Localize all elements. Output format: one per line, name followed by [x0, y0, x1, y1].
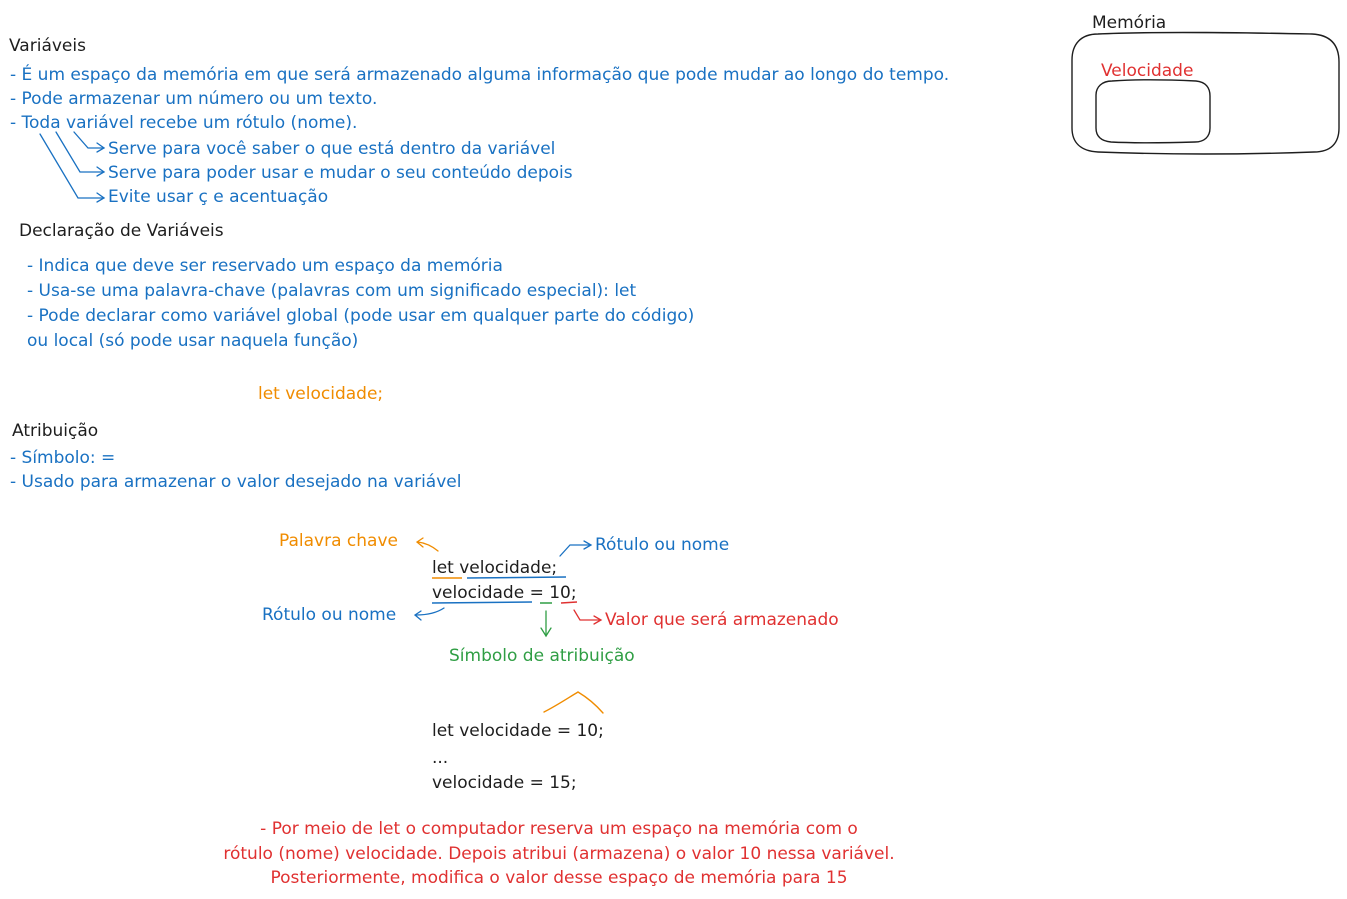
code-line-2: velocidade = 10; [432, 583, 577, 603]
declaracao-item-2: - Usa-se uma palavra-chave (palavras com um significado especial): let [27, 281, 637, 301]
declaracao-heading: Declaração de Variáveis [19, 221, 224, 241]
example-line-3: velocidade = 15; [432, 773, 577, 793]
variaveis-item-2: - Pode armazenar um número ou um texto. [10, 89, 378, 109]
variaveis-subitem-2: Serve para poder usar e mudar o seu conteúdo depois [108, 163, 573, 183]
label-rotulo-top: Rótulo ou nome [595, 535, 730, 555]
atribuicao-item-2: - Usado para armazenar o valor desejado na variável [10, 472, 462, 492]
conclusion-line-1: - Por meio de let o computador reserva um espaço na memória com o [260, 819, 858, 839]
declaracao-item-1: - Indica que deve ser reservado um espaço da memória [27, 256, 503, 276]
variaveis-heading: Variáveis [9, 36, 86, 56]
code-line-1: let velocidade; [432, 558, 558, 578]
conclusion-line-3: Posteriormente, modifica o valor desse espaço de memória para 15 [270, 868, 848, 888]
label-rotulo-left: Rótulo ou nome [262, 605, 397, 625]
label-valor: Valor que será armazenado [605, 610, 839, 630]
variaveis-subitem-3: Evite usar ç e acentuação [108, 187, 329, 207]
atribuicao-item-1: - Símbolo: = [10, 448, 116, 468]
declaracao-code: let velocidade; [258, 384, 384, 404]
memoria-variable-label: Velocidade [1101, 61, 1194, 81]
memoria-outer-box [1072, 32, 1339, 153]
subitem-arrows [40, 132, 104, 202]
label-simbolo: Símbolo de atribuição [449, 646, 635, 666]
memoria-title: Memória [1092, 13, 1167, 33]
declaracao-item-4: ou local (só pode usar naquela função) [27, 331, 359, 351]
arrow-simbolo [541, 611, 551, 636]
arrow-rotulo-left [415, 608, 444, 620]
label-palavra-chave: Palavra chave [279, 531, 398, 551]
declaracao-item-3: - Pode declarar como variável global (pode usar em qualquer parte do código) [27, 306, 695, 326]
variaveis-subitem-1: Serve para você saber o que está dentro da variável [108, 139, 556, 159]
variaveis-item-3: - Toda variável recebe um rótulo (nome). [10, 113, 358, 133]
example-pointer [544, 692, 603, 713]
example-line-2: ... [432, 748, 449, 768]
atribuicao-heading: Atribuição [12, 421, 99, 441]
variaveis-item-1: - É um espaço da memória em que será armazenado alguma informação que pode mudar ao longo do tempo. [10, 65, 950, 85]
arrow-palavra-chave [417, 538, 438, 551]
memoria-inner-box [1096, 80, 1210, 143]
arrow-rotulo-top [560, 541, 591, 556]
example-line-1: let velocidade = 10; [432, 721, 604, 741]
conclusion-line-2: rótulo (nome) velocidade. Depois atribui (armazena) o valor 10 nessa variável. [223, 844, 895, 864]
arrow-valor [574, 610, 601, 624]
